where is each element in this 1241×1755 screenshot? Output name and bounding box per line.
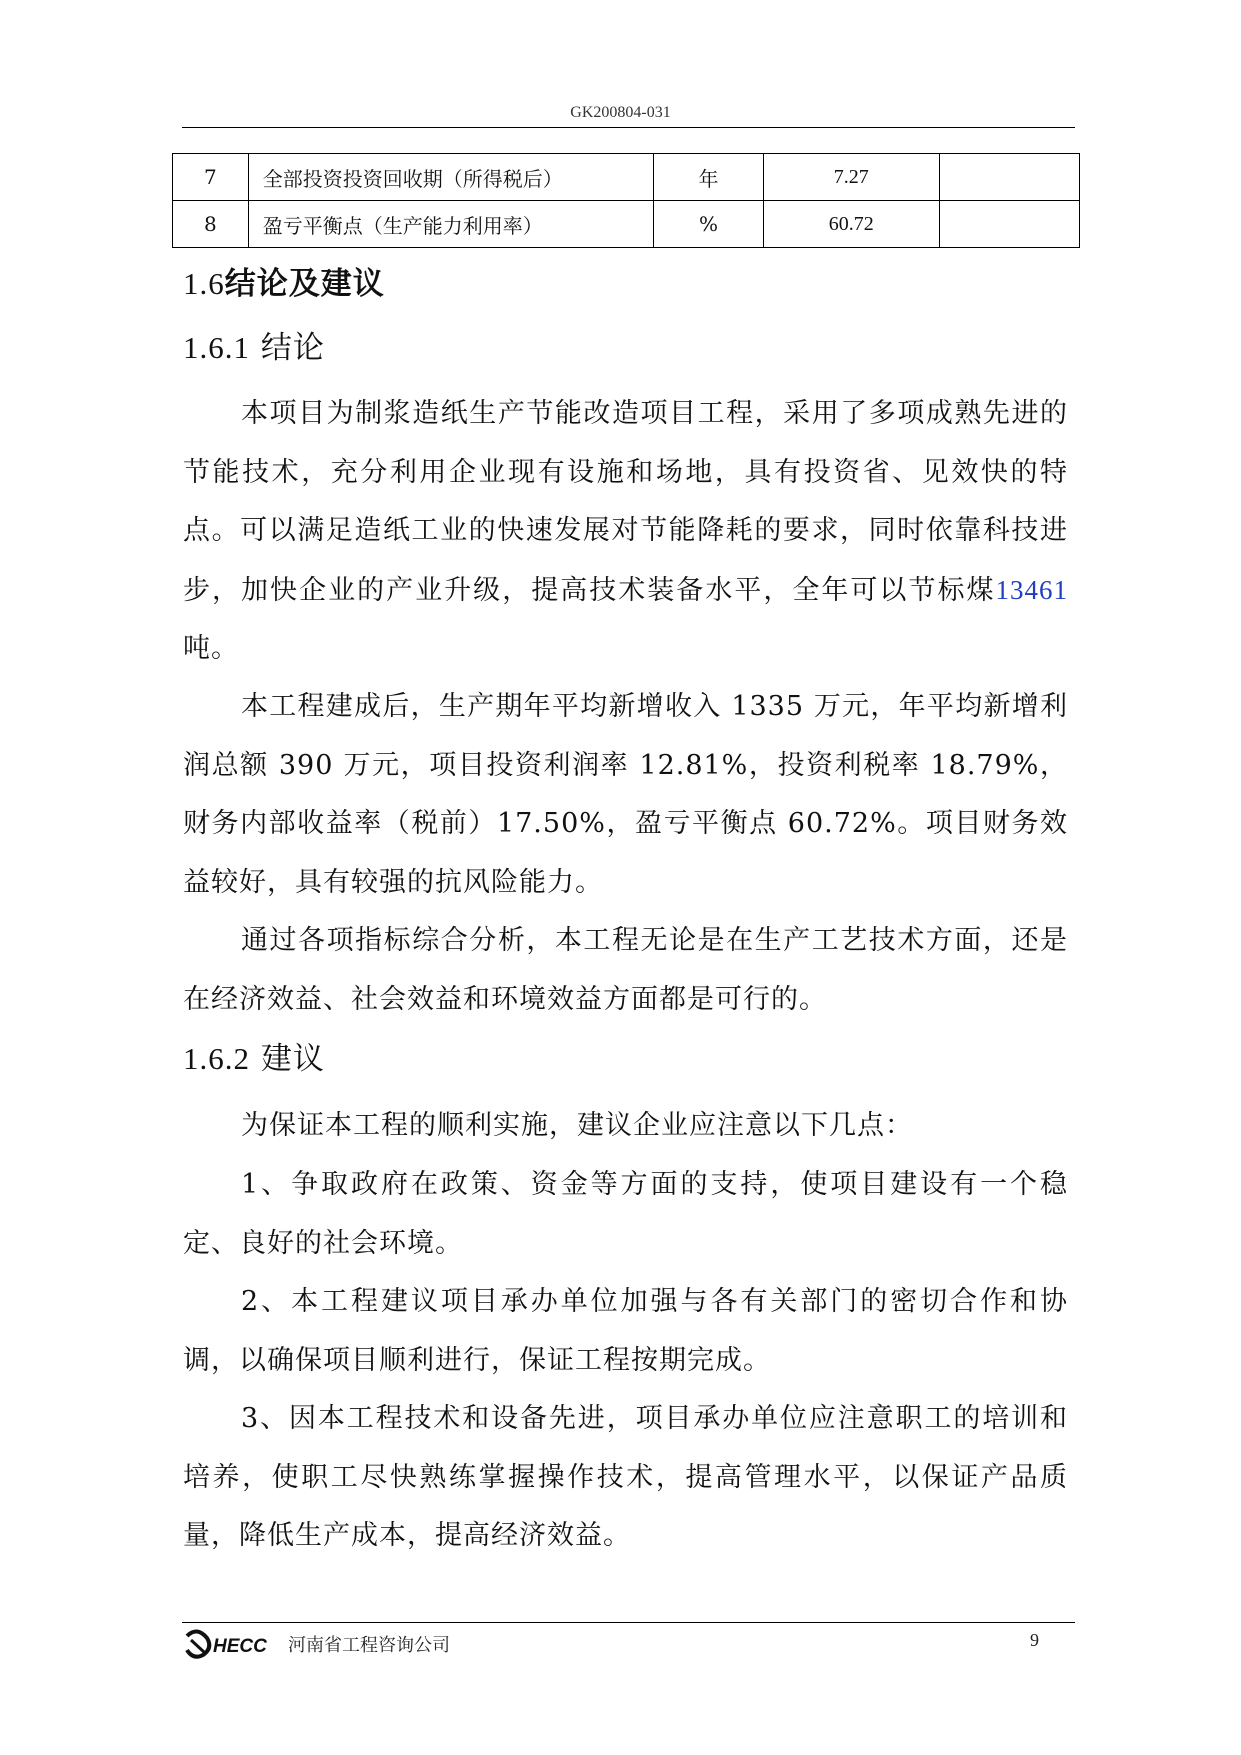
suggestion-item-3: 3、因本工程技术和设备先进，项目承办单位应注意职工的培训和培养，使职工尽快熟练掌握操作技术，提高管理水平，以保证产品质量，降低生产成本，提高经济效益。 (183, 1403, 1068, 1551)
suggestion-item-2: 2、本工程建议项目承办单位加强与各有关部门的密切合作和协调，以确保项目顺利进行，保证工程按期完成。 (183, 1286, 1068, 1376)
footer-company: 河南省工程咨询公司 (288, 1635, 450, 1656)
indicator-note (939, 154, 1079, 201)
paragraph-text: 本项目为制浆造纸生产节能改造项目工程，采用了多项成熟先进的节能技术，充分利用企业现有设施和场地，具有投资省、见效快的特点。可以满足造纸工业的快速发展对节能降耗的要求，同时依靠科技进步，加快企业的产业升级，提高技术装备水平，全年可以节标煤 (183, 398, 1068, 606)
table-row (173, 154, 1080, 201)
indicator-value: 60.72 (763, 201, 939, 248)
table-row (173, 201, 1080, 248)
row-number: 8 (173, 201, 249, 248)
suggestion-heading (183, 1033, 325, 1078)
suggestion-item-1: 1、争取政府在政策、资金等方面的支持，使项目建设有一个稳定、良好的社会环境。 (183, 1169, 1068, 1259)
section-title: 结论及建议 (224, 266, 385, 302)
indicator-name: 盈亏平衡点（生产能力利用率） (248, 201, 654, 248)
conclusion-title: 结论 (260, 330, 325, 366)
footer-rule (182, 1622, 1075, 1623)
row-number: 7 (173, 154, 249, 201)
page-number: 9 (1030, 1630, 1039, 1650)
indicator-unit: % (654, 201, 763, 248)
conclusion-heading (183, 322, 325, 367)
paragraph-text: 吨。 (183, 633, 239, 664)
indicator-name: 全部投资投资回收期（所得税后） (248, 154, 654, 201)
indicator-value: 7.27 (763, 154, 939, 201)
conclusion-paragraph-2: 本工程建成后，生产期年平均新增收入 1335 万元，年平均新增利润总额 390 万元，项目投资利润率 12.81%，投资利税率 18.79%，财务内部收益率（税前）17.50%，盈亏平衡点 60.72%。项目财务效益较好，具有较强的抗风险能力。 (183, 691, 1068, 898)
conclusion-number: 1.6.1 (183, 330, 250, 365)
suggestion-title: 建议 (260, 1041, 325, 1077)
hecc-logo (183, 1628, 278, 1660)
section-number: 1.6 (183, 266, 225, 301)
indicator-table (172, 153, 1080, 248)
conclusion-paragraph-1 (183, 385, 1068, 679)
section-heading (183, 258, 385, 303)
conclusion-paragraph-3: 通过各项指标综合分析，本工程无论是在生产工艺技术方面，还是在经济效益、社会效益和环境效益方面都是可行的。 (183, 925, 1068, 1015)
logo-text: HECC (213, 1636, 267, 1657)
suggestion-intro: 为保证本工程的顺利实施，建议企业应注意以下几点： (241, 1110, 913, 1141)
indicator-unit: 年 (654, 154, 763, 201)
document-code: GK200804-031 (570, 104, 671, 121)
indicator-note (939, 201, 1079, 248)
header-rule (182, 127, 1075, 128)
coal-saving-value: 13461 (995, 574, 1068, 605)
suggestion-number: 1.6.2 (183, 1041, 250, 1076)
